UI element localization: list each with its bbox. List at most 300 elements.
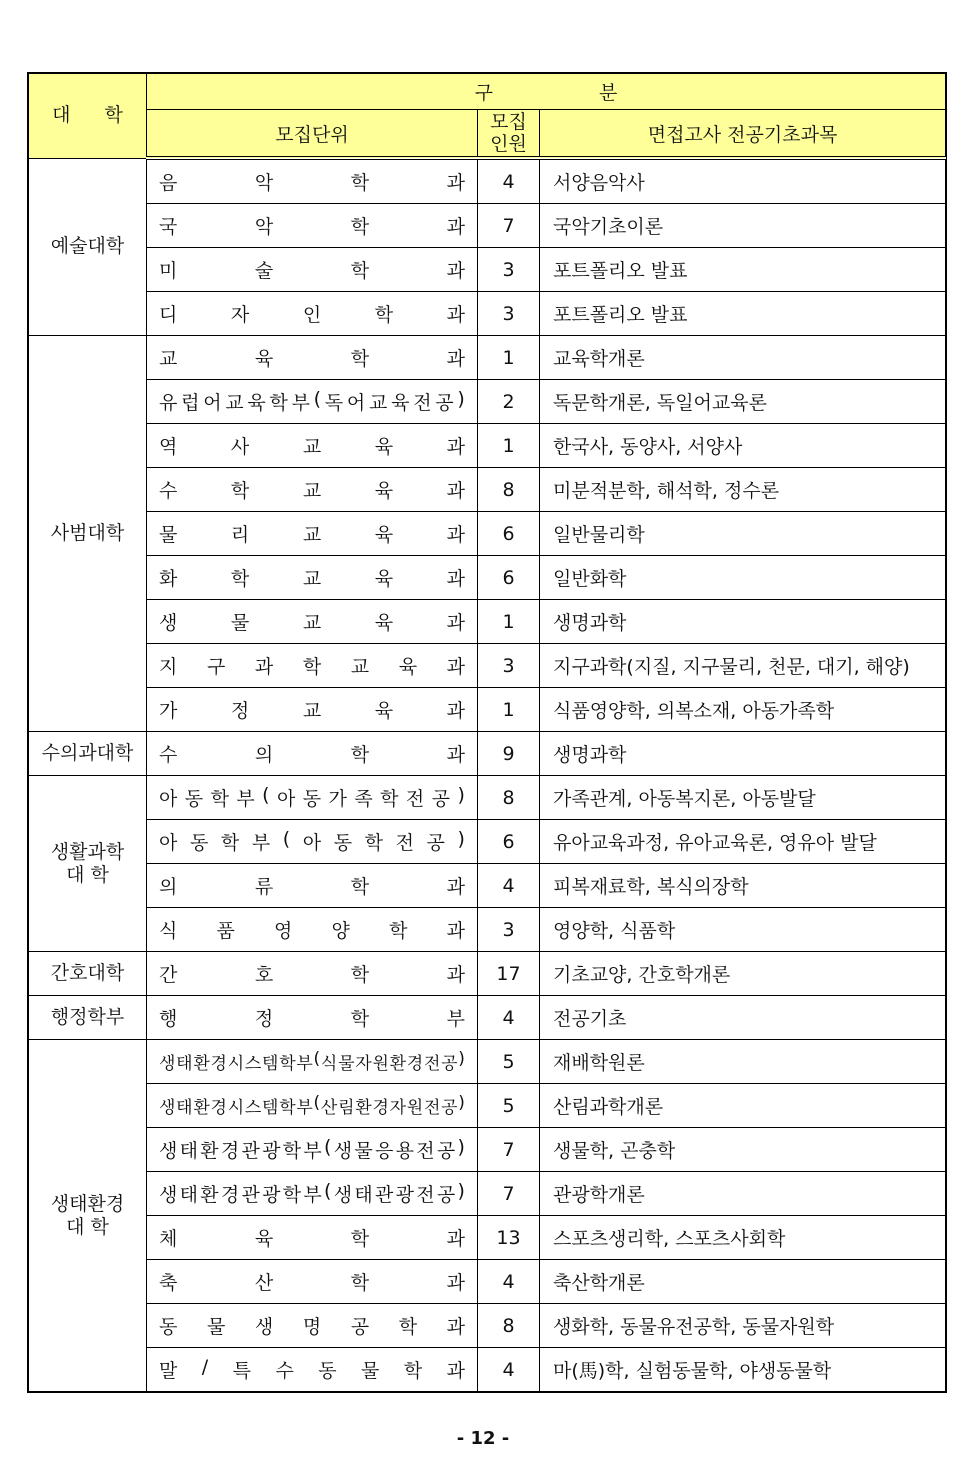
count-cell: 3: [478, 908, 540, 952]
unit-char: 경: [210, 1054, 227, 1074]
unit-char: 미: [159, 260, 178, 282]
table-row: [29, 732, 946, 776]
unit-char: 악: [254, 216, 274, 238]
unit-label: [159, 1180, 465, 1207]
unit-char: 환: [193, 1054, 210, 1074]
college-cell: 예술대학: [29, 158, 147, 336]
unit-char: 과: [446, 480, 465, 502]
subject-cell: 교육학개론: [540, 336, 946, 380]
subject-cell: 기초교양, 간호학개론: [540, 952, 946, 996]
unit-char: 생: [159, 612, 178, 634]
unit-char: 학: [220, 832, 240, 854]
unit-char: 아: [276, 788, 296, 810]
unit-label: [159, 1224, 465, 1251]
unit-char: (: [324, 1180, 332, 1202]
unit-label: [159, 740, 465, 767]
unit-char: (: [262, 784, 270, 806]
unit-char: 어: [203, 392, 222, 414]
unit-char: 정: [230, 700, 250, 722]
unit-char: 의: [159, 876, 178, 898]
unit-char: 육: [374, 436, 394, 458]
table-row: [29, 468, 946, 512]
unit-char: 전: [423, 1054, 441, 1074]
subject-cell: 축산학개론: [540, 1260, 946, 1304]
table-row: [29, 1260, 946, 1304]
unit-char: 역: [159, 436, 178, 458]
unit-label: [159, 1268, 465, 1295]
unit-char: 생: [254, 1316, 274, 1338]
table-row: [29, 204, 946, 248]
unit-char: 부: [236, 788, 255, 810]
college-cell: 사범대학: [29, 336, 147, 732]
unit-char: 수: [159, 744, 178, 766]
unit-cell: [147, 158, 478, 204]
unit-char: 리: [230, 524, 250, 546]
subject-cell: 생명과학: [540, 600, 946, 644]
table-row: [29, 380, 946, 424]
table-row: [29, 1304, 946, 1348]
table-row: [29, 1172, 946, 1216]
unit-char: 동: [318, 1360, 337, 1382]
unit-char: 공: [426, 832, 445, 854]
college-header: 대 학: [29, 74, 147, 159]
unit-char: 경: [372, 1098, 389, 1118]
unit-label: [159, 696, 465, 723]
unit-label: [159, 608, 465, 635]
page-number: - 12 -: [456, 1428, 510, 1449]
count-cell: 8: [478, 776, 540, 820]
table-row: [29, 158, 946, 204]
table-row: [29, 512, 946, 556]
subject-cell: 국악기초이론: [540, 204, 946, 248]
unit-char: 환: [200, 1184, 219, 1206]
unit-label: [159, 256, 465, 283]
unit-char: (: [282, 828, 291, 850]
unit-char: 축: [159, 1272, 178, 1294]
unit-cell: [147, 688, 478, 732]
unit-char: 학: [210, 788, 229, 810]
unit-char: 물: [338, 1054, 355, 1074]
subject-cell: 재배학원론: [540, 1040, 946, 1084]
table-row: [29, 1348, 946, 1392]
unit-label: [159, 476, 465, 503]
unit-label: [159, 1312, 465, 1339]
unit-char: 물: [230, 612, 250, 634]
unit-char: 물: [159, 524, 178, 546]
unit-label: [159, 916, 465, 943]
unit-char: 동: [302, 788, 322, 810]
unit-char: 품: [216, 920, 235, 942]
unit-char: 학: [279, 1054, 296, 1074]
count-cell: 8: [478, 1304, 540, 1348]
unit-char: 아: [159, 832, 178, 854]
unit-char: 화: [159, 568, 178, 590]
unit-char: 물: [206, 1316, 226, 1338]
unit-cell: [147, 644, 478, 688]
table-row: [29, 820, 946, 864]
count-cell: 1: [478, 336, 540, 380]
unit-label: [159, 1136, 465, 1163]
unit-cell: [147, 1304, 478, 1348]
unit-char: 원: [406, 1098, 424, 1118]
unit-cell: [147, 952, 478, 996]
unit-label: [159, 1049, 465, 1074]
subject-cell: 유아교육과정, 유아교육론, 영유아 발달: [540, 820, 946, 864]
unit-char: 시: [227, 1054, 245, 1074]
unit-label: [159, 652, 465, 679]
unit-char: 교: [369, 392, 388, 414]
unit-char: 체: [159, 1228, 178, 1250]
subject-cell: 가족관계, 아동복지론, 아동발달: [540, 776, 946, 820]
unit-cell: [147, 996, 478, 1040]
subject-cell: 포트폴리오 발표: [540, 292, 946, 336]
unit-cell: [147, 1348, 478, 1392]
subject-cell: 독문학개론, 독일어교육론: [540, 380, 946, 424]
unit-char: 학: [350, 348, 370, 370]
table-row: [29, 336, 946, 380]
unit-char: ): [457, 784, 465, 806]
unit-char: 자: [355, 1054, 372, 1074]
unit-char: 용: [395, 1140, 414, 1162]
unit-char: 공: [436, 1184, 456, 1206]
unit-char: ): [457, 828, 465, 850]
subject-header: 면접고사 전공기초과목: [540, 110, 946, 159]
unit-label: [159, 432, 465, 459]
unit-label: [159, 564, 465, 591]
unit-char: 행: [159, 1008, 178, 1030]
unit-char: 관: [374, 1184, 394, 1206]
unit-cell: [147, 908, 478, 952]
unit-cell: [147, 292, 478, 336]
unit-label: [159, 388, 465, 415]
unit-char: 학: [279, 1098, 296, 1118]
unit-char: 류: [254, 876, 274, 898]
table-row: [29, 1040, 946, 1084]
unit-char: 족: [354, 788, 373, 810]
table-row: [29, 1216, 946, 1260]
unit-char: 과: [446, 260, 465, 282]
unit-char: 태: [179, 1140, 198, 1162]
unit-char: 구: [206, 656, 226, 678]
unit-char: 전: [405, 788, 425, 810]
unit-char: 정: [254, 1008, 274, 1030]
subject-cell: 마(馬)학, 실험동물학, 야생동물학: [540, 1348, 946, 1392]
count-cell: 8: [478, 468, 540, 512]
unit-char: 부: [296, 1054, 313, 1074]
unit-label: [159, 872, 465, 899]
subject-cell: 영양학, 식품학: [540, 908, 946, 952]
unit-char: 동: [189, 832, 209, 854]
unit-cell: [147, 1128, 478, 1172]
unit-char: 과: [446, 436, 465, 458]
unit-char: 과: [446, 568, 465, 590]
table-row: [29, 600, 946, 644]
unit-char: 육: [374, 568, 394, 590]
unit-char: 학: [350, 172, 370, 194]
college-cell: 생태환경 대 학: [29, 1040, 147, 1392]
subject-cell: 서양음악사: [540, 158, 946, 204]
unit-char: 학: [230, 568, 250, 590]
unit-char: 과: [446, 1360, 465, 1382]
unit-char: 공: [431, 788, 451, 810]
unit-char: 학: [350, 1272, 370, 1294]
unit-char: 학: [302, 656, 322, 678]
unit-char: 학: [380, 788, 399, 810]
subject-cell: 생물학, 곤충학: [540, 1128, 946, 1172]
unit-char: 과: [446, 876, 465, 898]
unit-label: [159, 1004, 465, 1031]
count-cell: 1: [478, 688, 540, 732]
unit-char: 공: [441, 1054, 458, 1074]
unit-char: 육: [398, 656, 418, 678]
table-row: [29, 688, 946, 732]
unit-char: 동: [333, 832, 353, 854]
unit-char: 수: [275, 1360, 294, 1382]
count-header: 모집 인원: [478, 110, 540, 159]
unit-char: 공: [441, 1098, 458, 1118]
unit-char: 호: [254, 964, 274, 986]
table-header: [29, 74, 946, 159]
unit-cell: [147, 336, 478, 380]
unit-label: [159, 300, 465, 327]
unit-label: [159, 212, 465, 239]
unit-char: 교: [302, 524, 322, 546]
unit-char: 과: [446, 1316, 465, 1338]
subject-cell: 피복재료학, 복식의장학: [540, 864, 946, 908]
subject-cell: 일반물리학: [540, 512, 946, 556]
unit-char: 경: [220, 1140, 240, 1162]
table-row: [29, 248, 946, 292]
table-row: [29, 1128, 946, 1172]
unit-char: 생: [159, 1184, 178, 1206]
unit-char: 학: [350, 216, 370, 238]
unit-char: 과: [446, 172, 465, 194]
unit-char: 악: [254, 172, 274, 194]
unit-char: (: [313, 1093, 321, 1113]
count-cell: 17: [478, 952, 540, 996]
subject-cell: 일반화학: [540, 556, 946, 600]
table-row: [29, 556, 946, 600]
unit-char: 식: [159, 920, 178, 942]
unit-char: 과: [446, 304, 465, 326]
count-cell: 5: [478, 1040, 540, 1084]
unit-cell: [147, 380, 478, 424]
unit-char: 경: [210, 1098, 227, 1118]
unit-char: 교: [350, 656, 370, 678]
unit-char: 국: [159, 216, 178, 238]
unit-char: 동: [159, 1316, 178, 1338]
unit-char: 생: [159, 1140, 178, 1162]
unit-char: 과: [446, 920, 465, 942]
unit-char: 가: [328, 788, 347, 810]
subject-cell: 한국사, 동양사, 서양사: [540, 424, 946, 468]
unit-char: ): [458, 1093, 465, 1113]
unit-char: 사: [230, 436, 250, 458]
unit-char: 생: [159, 1054, 176, 1074]
count-cell: 7: [478, 1172, 540, 1216]
unit-char: 과: [446, 216, 465, 238]
unit-char: 술: [254, 260, 274, 282]
unit-cell: [147, 512, 478, 556]
table-row: [29, 996, 946, 1040]
count-cell: 3: [478, 292, 540, 336]
table-row: [29, 644, 946, 688]
unit-char: 아: [159, 788, 178, 810]
unit-char: 학: [350, 260, 370, 282]
unit-cell: [147, 1172, 478, 1216]
count-cell: 4: [478, 864, 540, 908]
unit-char: 부: [303, 1140, 322, 1162]
table-row: [29, 952, 946, 996]
unit-char: 교: [302, 436, 322, 458]
unit-char: ): [457, 1180, 465, 1202]
count-cell: 1: [478, 424, 540, 468]
unit-header: 모집단위: [147, 110, 478, 159]
unit-char: 전: [416, 1140, 435, 1162]
unit-char: (: [324, 1136, 332, 1158]
unit-char: 육: [247, 392, 266, 414]
unit-label: [159, 168, 465, 195]
count-cell: 4: [478, 1260, 540, 1304]
count-cell: 2: [478, 380, 540, 424]
unit-char: (: [313, 1049, 321, 1069]
unit-char: 음: [159, 172, 178, 194]
unit-char: 과: [446, 612, 465, 634]
college-cell: 행정학부: [29, 996, 147, 1040]
unit-char: 관: [241, 1140, 260, 1162]
count-cell: 4: [478, 1348, 540, 1392]
unit-label: [159, 828, 465, 855]
unit-label: [159, 344, 465, 371]
unit-char: 관: [241, 1184, 260, 1206]
unit-char: 과: [254, 656, 274, 678]
unit-char: 학: [350, 876, 370, 898]
unit-char: 육: [374, 480, 394, 502]
unit-char: 과: [446, 700, 465, 722]
unit-char: 과: [446, 348, 465, 370]
unit-char: 학: [350, 964, 370, 986]
unit-char: 전: [395, 832, 414, 854]
unit-char: 학: [350, 1008, 370, 1030]
unit-char: ): [457, 1136, 465, 1158]
unit-char: 의: [254, 744, 274, 766]
unit-char: 수: [159, 480, 178, 502]
unit-char: ): [457, 388, 465, 410]
unit-char: (: [313, 388, 322, 410]
unit-char: 응: [374, 1140, 394, 1162]
unit-char: 학: [364, 832, 383, 854]
unit-char: 간: [159, 964, 178, 986]
unit-char: 말: [159, 1360, 178, 1382]
unit-char: 동: [184, 788, 204, 810]
unit-char: 광: [262, 1140, 281, 1162]
table-row: [29, 424, 946, 468]
subject-cell: 미분적분학, 해석학, 정수론: [540, 468, 946, 512]
unit-char: 광: [395, 1184, 414, 1206]
unit-char: 양: [331, 920, 350, 942]
unit-char: 과: [446, 656, 465, 678]
unit-char: 학: [230, 480, 250, 502]
unit-char: 독: [324, 392, 344, 414]
unit-char: 디: [159, 304, 178, 326]
unit-char: 유: [159, 392, 178, 414]
unit-char: 육: [254, 1228, 274, 1250]
count-cell: 3: [478, 644, 540, 688]
unit-char: 환: [200, 1140, 219, 1162]
count-cell: 6: [478, 820, 540, 864]
unit-cell: [147, 248, 478, 292]
unit-char: 지: [159, 656, 178, 678]
unit-cell: [147, 776, 478, 820]
unit-cell: [147, 556, 478, 600]
unit-char: 물: [354, 1140, 373, 1162]
unit-char: 과: [446, 1228, 465, 1250]
unit-cell: [147, 864, 478, 908]
unit-cell: [147, 732, 478, 776]
unit-char: 학: [398, 1316, 418, 1338]
unit-cell: [147, 820, 478, 864]
subject-cell: 식품영양학, 의복소재, 아동가족학: [540, 688, 946, 732]
unit-char: 환: [193, 1098, 210, 1118]
count-cell: 7: [478, 1128, 540, 1172]
unit-char: 태: [354, 1184, 373, 1206]
unit-char: 시: [227, 1098, 245, 1118]
table-row: [29, 908, 946, 952]
unit-char: 산: [320, 1098, 338, 1118]
unit-char: 전: [413, 392, 432, 414]
college-cell: 간호대학: [29, 952, 147, 996]
unit-char: 자: [230, 304, 250, 326]
subject-cell: 관광학개론: [540, 1172, 946, 1216]
unit-char: 스: [244, 1054, 262, 1074]
unit-char: 가: [159, 700, 178, 722]
count-cell: 6: [478, 556, 540, 600]
unit-char: 자: [389, 1098, 407, 1118]
unit-label: [159, 520, 465, 547]
admission-table: [28, 73, 946, 1392]
unit-char: 환: [355, 1098, 372, 1118]
unit-char: 육: [374, 612, 394, 634]
unit-char: 식: [320, 1054, 338, 1074]
unit-char: 어: [346, 392, 366, 414]
unit-char: 태: [176, 1098, 193, 1118]
unit-char: 학: [282, 1140, 302, 1162]
unit-char: 육: [374, 700, 394, 722]
unit-char: 학: [282, 1184, 302, 1206]
unit-char: 부: [291, 392, 310, 414]
unit-char: 과: [446, 744, 465, 766]
unit-char: 학: [350, 1228, 370, 1250]
unit-char: 부: [446, 1008, 465, 1030]
unit-char: 교: [302, 612, 322, 634]
subject-cell: 산림과학개론: [540, 1084, 946, 1128]
subject-cell: 생화학, 동물유전공학, 동물자원학: [540, 1304, 946, 1348]
unit-cell: [147, 1040, 478, 1084]
unit-char: 경: [406, 1054, 424, 1074]
unit-char: 템: [262, 1054, 279, 1074]
count-cell: 5: [478, 1084, 540, 1128]
unit-char: 태: [176, 1054, 193, 1074]
unit-char: 교: [159, 348, 178, 370]
table-row: [29, 776, 946, 820]
unit-char: 아: [302, 832, 322, 854]
unit-cell: [147, 1084, 478, 1128]
count-cell: 1: [478, 600, 540, 644]
unit-char: 육: [374, 524, 394, 546]
unit-label: [159, 784, 465, 811]
count-cell: 7: [478, 204, 540, 248]
unit-cell: [147, 468, 478, 512]
